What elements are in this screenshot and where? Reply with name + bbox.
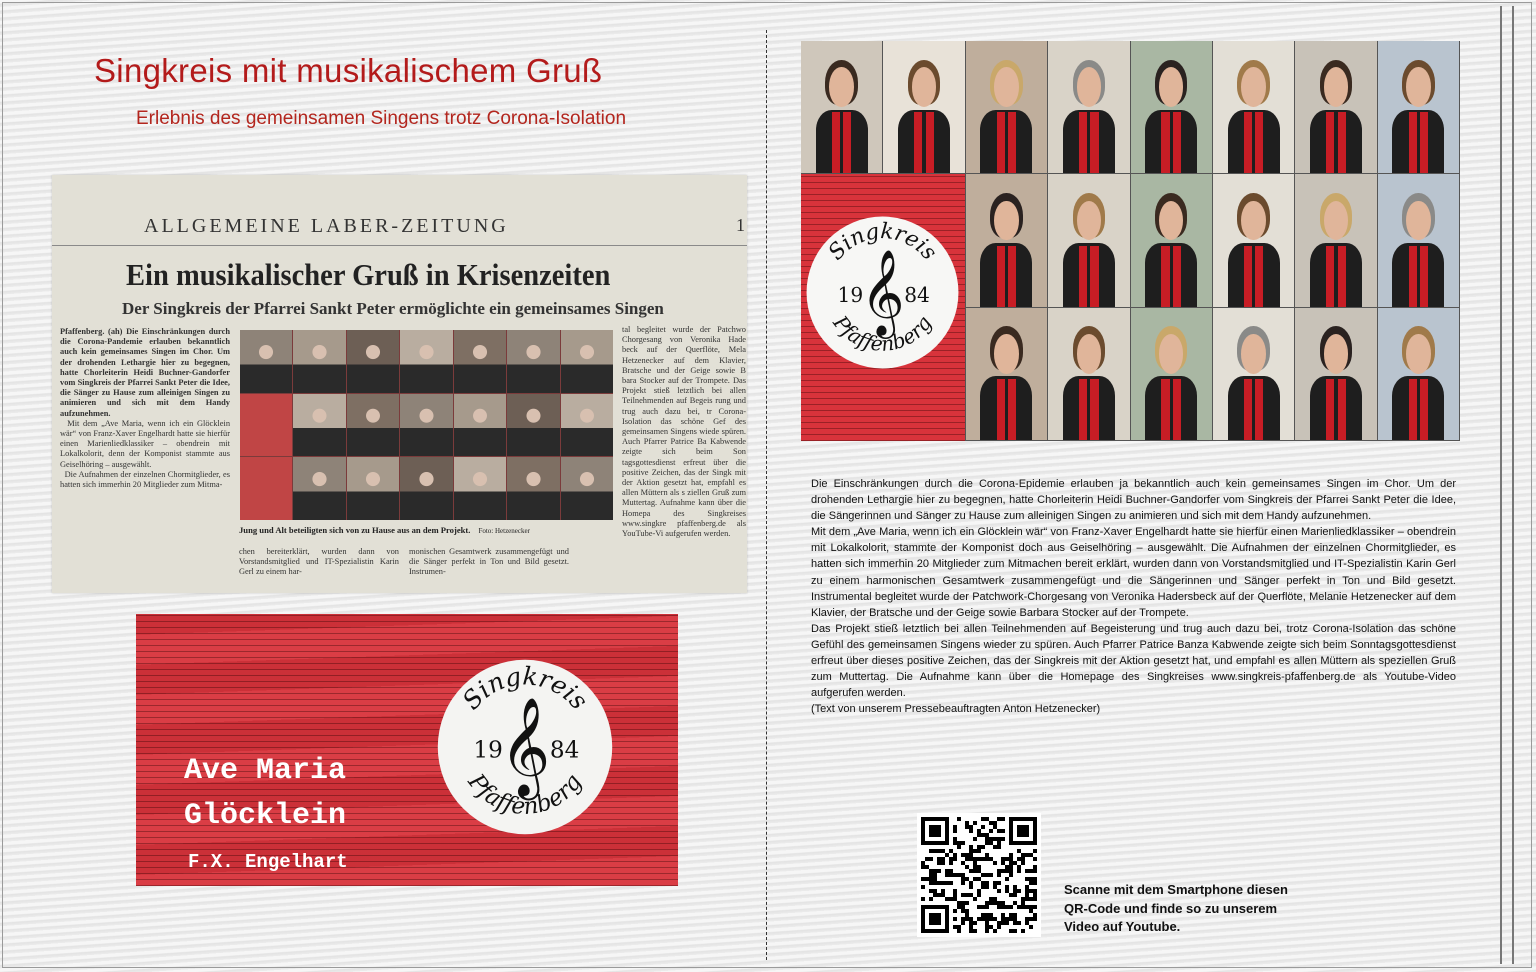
newspaper-masthead: ALLGEMEINE LABER-ZEITUNG [144, 215, 509, 237]
qr-instructions [1064, 881, 1288, 937]
newspaper-caption [239, 525, 530, 535]
newspaper-photo-cell [347, 457, 399, 520]
treble-clef-icon: 𝄞 [499, 697, 551, 797]
qr-line-2: QR-Code und finde so zu unserem [1064, 900, 1278, 916]
ave-maria-card [136, 614, 678, 886]
newspaper-photo-cell [293, 394, 345, 457]
newspaper-photo-cell [454, 457, 506, 520]
newspaper-headline: Ein musikalischer Gruß in Krisenzeiten [126, 257, 611, 292]
card-line-1: Ave Maria [184, 754, 347, 788]
page-subtitle: Erlebnis des gemeinsamen Singens trotz Corona-Isolation [136, 108, 627, 129]
newspaper-column-4: tal begleitet wurde der Patchwo Chorgesang von Veronika Hade beck auf der Querflöte, Mela Hetzenecker auf dem Klavier, Bratsche und der Geige sowie B bara Stocker auf der Trompete. Das Projekt stieß letztlich bei allen Teilnehmenden auf Begeis rung und trug auch dazu bei, tr Corona-Isolation das schöne Gef des gemeinsamen Singens wiede spüren. Auch Pfarrer Patrice Ba Kabwende zeigte sich beim Son tagsgottesdienst erfreut über die positive Zeichen, das der Singk mit der Aktion gesetzt hat, empfahl es allen Müttern als s ziellen Gruß zum Muttertag. Aufnahme kann über die Homepa des Singkreises www.singkre pfaffenberg.de als YouTube-Vi aufgerufen werden. [622, 325, 746, 539]
collage-treble-clef-icon: 𝄞 [860, 248, 905, 336]
singkreis-logo [436, 658, 614, 836]
choir-member-photo [1213, 41, 1294, 173]
newspaper-photo-cell [240, 457, 292, 520]
choir-member-photo [883, 41, 964, 173]
newspaper-column-2: chen bereiterklärt, wurden dann von Vorstandsmitglied und IT-Spezialistin Karin Gerl zu einem har- [239, 547, 399, 577]
newspaper-body-1: Mit dem „Ave Maria, wenn ich ein Glöcklein wär“ von Franz-Xaver Engelhardt hatte sie hierfür einen Marienliedklassiker – obendrein mit Lokalkolorit, denn der Komponist stammte aus Geiselhöring – ausgewählt. [60, 418, 231, 469]
newspaper-photo-cell [561, 330, 613, 393]
choir-member-photo [1213, 308, 1294, 440]
newspaper-photo-collage [240, 330, 613, 520]
article-paragraph-2: Mit dem „Ave Maria, wenn ich ein Glöcklein wär“ von Franz-Xaver Engelhardt hatte sie hierfür einen Marienliedklassiker – obendrein mit Lokalkolorit, stammte der Komponist doch aus Geiselhöring – ausgewählt. Die Aufnahmen der einzelnen Chormitglieder, es hatten sich immerhin 20 Mitglieder zum Mitmachen bereit erklärt, wurden dann von Vorstandsmitglied und IT-Spezialistin Karin Gerl zu einem harmonischen Gesamtwerk zusammengefügt und die Sängerinnen und Sänger perfekt in Ton und Bild gesetzt. Instrumental begleitet wurde der Patchwork-Chorgesang von Veronika Hadersbeck auf der Querflöte, Melanie Hetzenecker auf dem Klavier, der Bratsche und der Geige sowie Barbara Stocker auf der Trompete. [811, 526, 1456, 619]
caption-text: Jung und Alt beteiligten sich von zu Hause aus an dem Projekt. [239, 525, 471, 535]
newspaper-photo-cell [293, 330, 345, 393]
logo-year-left: 19 [473, 737, 503, 764]
collage-logo-bottom-text: Pfaffenberg [828, 311, 937, 356]
choir-member-photo [801, 41, 882, 173]
newspaper-photo-cell [400, 394, 452, 457]
newspaper-photo-cell [400, 457, 452, 520]
choir-member-photo [1048, 308, 1129, 440]
choir-member-photo [1295, 41, 1376, 173]
qr-code[interactable] [917, 813, 1041, 937]
collage-logo-year-left: 19 [837, 282, 864, 307]
newspaper-photo-cell [454, 330, 506, 393]
article-paragraph-1: Die Einschränkungen durch die Corona-Epidemie erlauben ja bekanntlich auch kein gemeinsames Singen im Chor. Um der drohenden Lethargie hier zu begegnen, hatte Chorleiterin Heidi Buchner-Gandorfer vom Singkreis der Pfarrei Sankt Peter die Idee, die Sängerinnen und Sänger zu Hause zum alleinigen Singen zu animieren und sich mit dem Handy aufzunehmen. [811, 478, 1456, 523]
collage-singkreis-logo [805, 215, 960, 370]
newspaper-photo-cell [400, 330, 452, 393]
choir-member-photo [1048, 174, 1129, 306]
newspaper-clipping [52, 175, 747, 593]
newspaper-subheadline: Der Singkreis der Pfarrei Sankt Peter ermöglichte ein gemeinsames Singen [122, 299, 664, 318]
choir-member-photo [1213, 174, 1294, 306]
newspaper-photo-cell [561, 394, 613, 457]
newspaper-column-3: monischen Gesamtwerk zusammengefügt und die Sänger perfekt in Ton und Bild gesetzt. Instrumen- [409, 547, 569, 577]
card-line-2: Glöcklein [184, 799, 347, 833]
choir-member-photo [1378, 174, 1459, 306]
choir-member-photo [1131, 308, 1212, 440]
choir-member-photo [1378, 308, 1459, 440]
logo-bottom-text: Pfaffenberg [462, 769, 588, 821]
qr-line-3: Video auf Youtube. [1064, 919, 1181, 934]
article-paragraph-3: Das Projekt stieß letztlich bei allen Teilnehmenden auf Begeisterung und trug auch dazu bei, trotz Corona-Isolation das schöne Gefühl des gemeinsamen Singens wieder zu spüren. Auch Pfarrer Patrice Banza Kabwende zeigte sich beim Sonntagsgottesdienst erfreut über dieses positive Zeichen, das der Singkreis mit der Aktion gesetzt hat, und empfahl es allen Müttern als speziellen Gruß zum Muttertag. Die Aufnahme kann über die Homepage des Singkreises www.singkreis-pfaffenberg.de als Youtube-Video aufgerufen werden. [811, 622, 1456, 700]
newspaper-photo-cell [561, 457, 613, 520]
qr-line-1: Scanne mit dem Smartphone diesen [1064, 882, 1288, 897]
article-text [811, 476, 1456, 717]
logo-top-text: Singkreis [456, 661, 594, 716]
choir-member-photo [966, 174, 1047, 306]
newspaper-photo-cell [507, 394, 559, 457]
binder-rails [1500, 6, 1514, 964]
newspaper-lead: Pfaffenberg. (ah) Die Einschränkungen durch die Corona-Pandemie erlauben bekanntlich auch kein gemeinsames Singen im Chor. Um der drohenden Lethargie hier zu begegnen, hatte Chorleiterin Heidi Buchner-Gandorfer vom Singkreis der Pfarrei Sankt Peter die Idee, die Sänger zu Hause zum alleinigen Singen zu animieren und sich mit dem Handy aufzunehmen. [60, 327, 230, 418]
card-line-3: F.X. Engelhart [188, 851, 348, 873]
choir-member-photo [1131, 41, 1212, 173]
newspaper-photo-cell [240, 394, 292, 457]
choir-member-photo [1295, 308, 1376, 440]
article-paragraph-4: (Text von unserem Pressebeauftragten Anton Hetzenecker) [811, 703, 1101, 716]
choir-member-photo [1131, 174, 1212, 306]
choir-member-photo [1048, 41, 1129, 173]
newspaper-photo-cell [507, 457, 559, 520]
newspaper-body-2: Die Aufnahmen der einzelnen Chormitglieder, es hatten sich immerhin 20 Mitglieder zum Mitma- [60, 469, 231, 490]
photo-credit: Foto: Hetzenecker [478, 527, 530, 535]
logo-year-right: 84 [549, 737, 580, 764]
newspaper-photo-cell [454, 394, 506, 457]
page-divider [766, 30, 767, 960]
page-title: Singkreis mit musikalischem Gruß [94, 52, 603, 89]
newspaper-photo-cell [347, 330, 399, 393]
choir-member-photo [1295, 174, 1376, 306]
newspaper-column-1 [60, 327, 230, 490]
newspaper-page-number: 1 [736, 215, 745, 235]
choir-member-photo [966, 308, 1047, 440]
masthead-rule [52, 245, 747, 246]
choir-member-photo [1378, 41, 1459, 173]
newspaper-photo-cell [347, 394, 399, 457]
newspaper-photo-cell [240, 330, 292, 393]
newspaper-photo-cell [293, 457, 345, 520]
collage-logo-year-right: 84 [904, 282, 930, 307]
choir-member-photo [966, 41, 1047, 173]
collage-logo-top-text: Singkreis [823, 218, 942, 266]
newspaper-photo-cell [507, 330, 559, 393]
